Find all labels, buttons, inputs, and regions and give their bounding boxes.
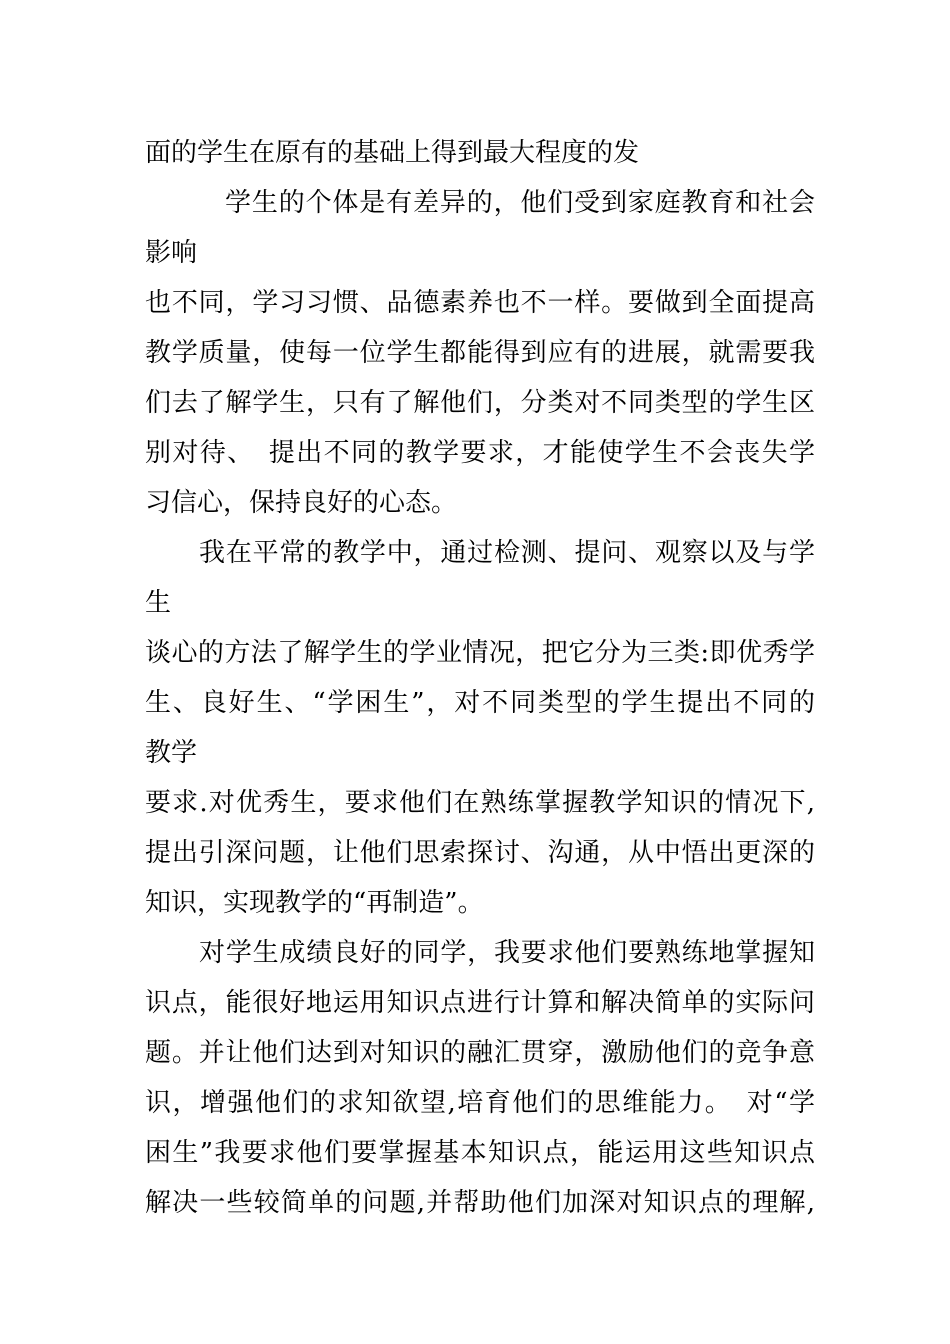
text-line: 面的学生在原有的基础上得到最大程度的发	[145, 138, 640, 168]
text-line: 我在平常的教学中，通过检测、提问、观察以及与学	[199, 538, 815, 568]
text-line: 学生的个体是有差异的，他们受到家庭教育和社会	[225, 188, 815, 218]
text-line: 题。并让他们达到对知识的融汇贯穿，激励他们的竞争意	[145, 1038, 815, 1068]
text-line: 困生”我要求他们要掌握基本知识点，能运用这些知识点	[145, 1138, 815, 1168]
text-line: 识，增强他们的求知欲望,培育他们的思维能力。 对“学	[145, 1088, 815, 1118]
text-line: 教学质量，使每一位学生都能得到应有的进展，就需要我	[145, 338, 815, 368]
text-line: 对学生成绩良好的同学，我要求他们要熟练地掌握知	[199, 938, 815, 968]
text-line: 习信心，保持良好的心态。	[145, 488, 458, 518]
text-line: 识点，能很好地运用知识点进行计算和解决简单的实际问	[145, 988, 815, 1018]
text-line: 谈心的方法了解学生的学业情况，把它分为三类:即优秀学	[145, 638, 815, 668]
text-line: 生	[145, 588, 172, 618]
text-line: 教学	[145, 738, 198, 768]
text-line: 们去了解学生，只有了解他们，分类对不同类型的学生区	[145, 388, 815, 418]
text-line: 知识，实现教学的“再制造”。	[145, 888, 484, 918]
text-line: 也不同，学习习惯、品德素养也不一样。要做到全面提高	[145, 288, 815, 318]
body-text	[145, 128, 815, 1228]
text-line: 影响	[145, 238, 198, 268]
text-line: 要求.对优秀生，要求他们在熟练掌握教学知识的情况下,	[145, 788, 815, 818]
text-line: 别对待、 提出不同的教学要求，才能使学生不会丧失学	[145, 438, 815, 468]
text-line: 解决一些较简单的问题,并帮助他们加深对知识点的理解,	[145, 1188, 815, 1218]
text-line: 生、良好生、“学困生”，对不同类型的学生提出不同的	[145, 688, 815, 718]
text-line: 提出引深问题，让他们思索探讨、沟通，从中悟出更深的	[145, 838, 815, 868]
